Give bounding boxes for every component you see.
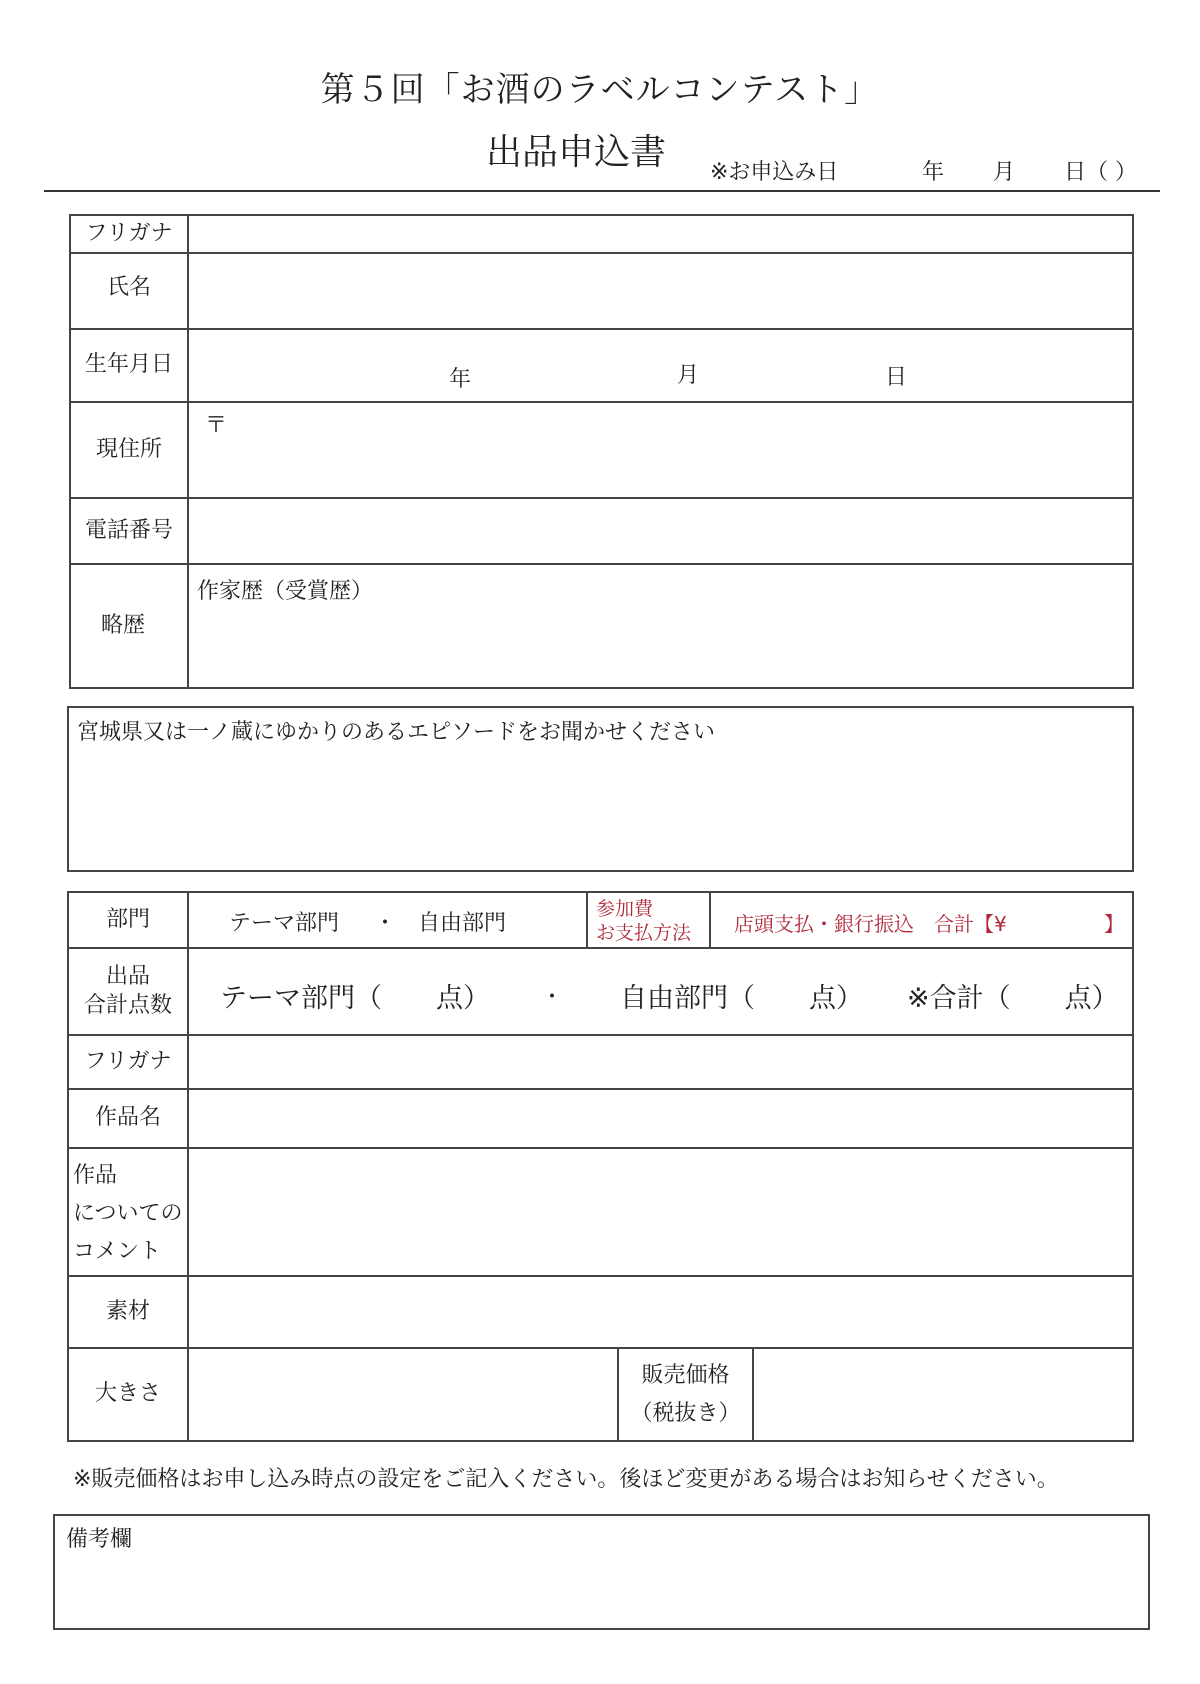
phone-label: 電話番号 [84,517,173,543]
work-furigana-field[interactable] [189,1036,1132,1088]
furigana-label: フリガナ [85,220,173,246]
row-line [67,947,1134,949]
count-separator: ・ [541,985,564,1010]
material-label: 素材 [105,1298,150,1324]
entry-count-label-line-1: 出品 [105,964,150,990]
application-date-label: ※お申込み日 [710,160,839,185]
work-comment-label-line-1: 作品 [73,1163,118,1188]
work-comment-label-line-3: コメント [73,1239,162,1264]
price-note: ※販売価格はお申し込み時点の設定をご記入ください。後ほど変更がある場合はお知らせください。 [73,1467,1059,1492]
work-title-field[interactable] [189,1090,1132,1147]
free-count[interactable]: 自由部門（ 点） [620,983,863,1014]
price-label [619,1355,752,1435]
free-division-option[interactable]: 自由部門 [418,911,507,936]
entry-count-label [69,960,187,1024]
total-count[interactable]: ※合計（ 点） [907,983,1119,1014]
birth-month-label: 月 [677,363,700,388]
price-label-line-1: 販売価格 [641,1363,730,1388]
name-field[interactable] [189,254,1132,328]
career-hint: 作家歴（受賞歴） [197,579,374,604]
work-comment-field[interactable] [189,1149,1132,1275]
payment-methods[interactable]: 店頭支払・銀行振込 合計【¥ [734,912,1007,936]
work-furigana-label: フリガナ [84,1048,172,1074]
division-label: 部門 [105,906,150,932]
application-year-label: 年 [922,160,945,185]
work-comment-label [73,1157,183,1271]
address-label: 現住所 [95,436,162,462]
fee-label-line-1: 参加費 [596,898,654,920]
fee-label-line-2: お支払方法 [596,922,692,944]
work-title-label: 作品名 [94,1105,161,1131]
remarks-box[interactable] [53,1514,1150,1630]
postal-mark: 〒 [205,413,228,438]
form-subtitle: 出品申込書 [486,132,667,173]
furigana-field[interactable] [189,216,1132,252]
col-line [586,891,588,947]
application-month-label: 月 [993,160,1016,185]
name-label: 氏名 [106,275,151,300]
remarks-label: 備考欄 [66,1527,133,1552]
career-label: 略歴 [100,612,145,638]
size-label: 大きさ [94,1381,161,1407]
size-field[interactable] [189,1349,617,1440]
theme-count[interactable]: テーマ部門（ 点） [220,983,490,1014]
header-divider [44,190,1160,192]
work-comment-label-line-2: についての [73,1201,183,1226]
price-label-line-2: （税抜き） [630,1401,741,1426]
application-day-label: 日（ ） [1064,160,1137,185]
birthdate-label: 生年月日 [84,352,173,378]
col-line [709,891,711,947]
birthdate-field[interactable] [189,330,1132,401]
price-field[interactable] [754,1349,1132,1440]
phone-field[interactable] [189,499,1132,563]
entry-count-label-line-2: 合計点数 [83,993,172,1018]
division-separator: ・ [374,911,397,936]
form-title: 第５回「お酒のラベルコンテスト」 [320,70,880,110]
payment-close-bracket: 】 [1104,912,1124,936]
address-field[interactable] [189,403,1132,497]
birth-day-label: 日 [885,365,908,390]
theme-division-option[interactable]: テーマ部門 [229,911,340,936]
fee-label [596,897,691,945]
episode-prompt: 宮城県又は一ノ蔵にゆかりのあるエピソードをお聞かせください [77,720,716,745]
material-field[interactable] [189,1277,1132,1347]
birth-year-label: 年 [449,367,472,392]
